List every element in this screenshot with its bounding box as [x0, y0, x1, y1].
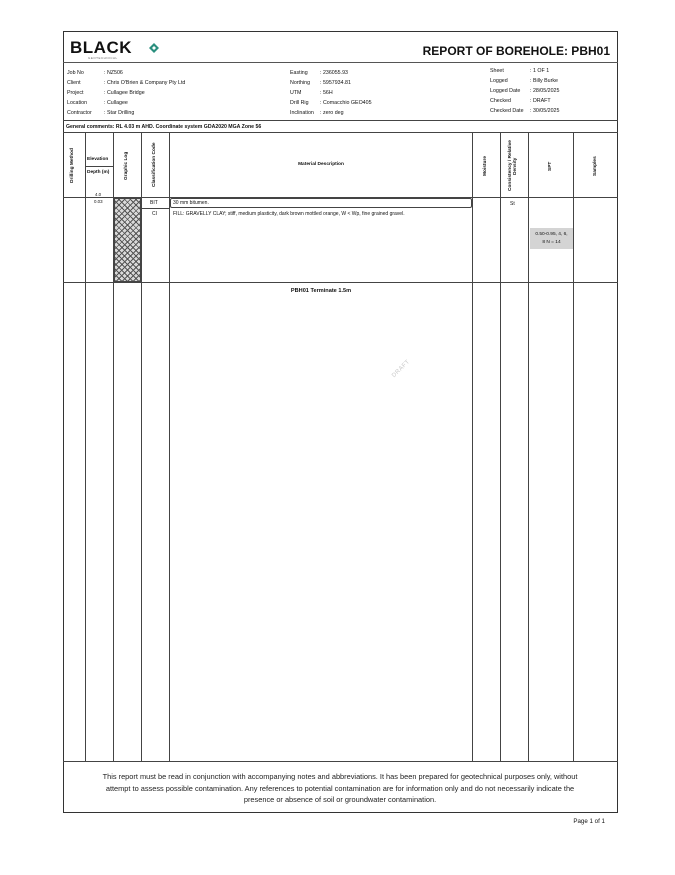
consistency-value: St	[510, 201, 515, 207]
layer-boundary	[141, 208, 169, 209]
graphic-log-hatch	[114, 198, 141, 282]
info-row	[490, 76, 559, 86]
table-top-rule	[63, 132, 618, 133]
info-row	[67, 68, 185, 78]
info-row	[290, 108, 372, 118]
info-value: : 236055.93	[320, 70, 348, 76]
info-label: Logged	[490, 78, 508, 84]
col-rule	[500, 132, 501, 761]
info-label: Sheet	[490, 68, 504, 74]
info-value: : Star Drilling	[104, 110, 135, 116]
col-classification-code: Classification Code	[152, 142, 157, 188]
info-value: : 28/05/2025	[530, 88, 560, 94]
info-right	[490, 66, 559, 116]
col-material-description: Material Description	[298, 162, 344, 167]
info-value: : 1 OF 1	[530, 68, 550, 74]
report-sheet	[63, 31, 618, 813]
logo-wordmark: BLACK	[70, 38, 132, 57]
info-value: : Billy Burke	[530, 78, 558, 84]
bitumen-layer-box	[170, 198, 472, 208]
info-row	[67, 108, 185, 118]
class-code-ci: CI	[152, 211, 157, 217]
col-depth: Depth (m)	[87, 170, 110, 175]
info-value: : Cullagee	[104, 100, 128, 106]
info-value: : zero deg	[320, 110, 344, 116]
class-code-bit: BIT	[150, 200, 158, 206]
info-value: : 56H	[320, 90, 333, 96]
col-elevation: Elevation	[87, 157, 109, 162]
col-rule	[573, 132, 574, 761]
col-moisture: Moisture	[483, 156, 488, 176]
info-row	[490, 96, 559, 106]
info-row	[67, 88, 185, 98]
info-label: Checked	[490, 98, 511, 104]
info-row	[490, 106, 559, 116]
info-label: Inclination	[290, 110, 314, 116]
col-spt: SPT	[548, 161, 553, 171]
info-label: UTM	[290, 90, 302, 96]
report-title: REPORT OF BOREHOLE: PBH01	[422, 44, 610, 58]
description-fill: FILL: GRAVELLY CLAY; stiff, medium plasticity, dark brown mottled orange, W < Wp, fine grained gravel.	[173, 211, 405, 217]
draft-watermark: DRAFT	[391, 358, 412, 380]
header-divider	[63, 62, 618, 63]
info-row	[290, 68, 372, 78]
page-number: Page 1 of 1	[573, 818, 605, 825]
info-label: Contractor	[67, 110, 92, 116]
logo-tagline: GEOTECHNICAL	[88, 56, 118, 60]
logo-mark-icon	[147, 41, 161, 55]
elev-depth-rule	[85, 166, 113, 167]
info-label: Client	[67, 80, 81, 86]
info-row	[290, 78, 372, 88]
spt-line-1: 0.50-0.95, 4, 6,	[535, 232, 568, 237]
log-bottom-rule	[63, 282, 618, 283]
info-value: : Chris O'Brien & Company Pty Ltd	[104, 80, 186, 86]
info-value: : Comacchio GEO405	[320, 100, 372, 106]
info-row	[290, 88, 372, 98]
info-row	[67, 78, 185, 88]
info-row	[490, 66, 559, 76]
info-row	[490, 86, 559, 96]
info-label: Logged Date	[490, 88, 521, 94]
disclaimer-note: This report must be read in conjunction with accompanying notes and abbreviations. It has been prepared for geotechnical purposes only, without attempt to assess possible contamination. Any references to potential contamination are for information only and do not necessarily indicate the presence or absence of soil or groundwater contamination.	[102, 772, 578, 804]
info-value: : NZ506	[104, 70, 123, 76]
termination-note: PBH01 Terminate 1.5m	[290, 288, 352, 294]
info-left	[67, 68, 185, 118]
info-label: Job No	[67, 70, 84, 76]
depth-top: 0.03	[94, 199, 103, 204]
info-label: Northing	[290, 80, 311, 86]
spt-result	[530, 228, 573, 249]
info-label: Location	[67, 100, 88, 106]
col-rule	[528, 132, 529, 761]
col-rule	[141, 132, 142, 761]
info-label: Checked Date	[490, 108, 524, 114]
elevation-top: 4.0	[95, 192, 102, 197]
info-value: : Cullagee Bridge	[104, 90, 145, 96]
col-drilling-method: Drilling Method	[70, 148, 75, 184]
general-comments: General comments: RL 4.03 m AHD. Coordinate system GDA2020 MGA Zone 56	[66, 124, 262, 130]
info-value: : DRAFT	[530, 98, 551, 104]
info-mid	[290, 68, 372, 118]
spt-line-2: 8 N = 14	[542, 240, 561, 245]
col-samples: Samples	[593, 156, 598, 176]
col-consistency: Consistency / Relative Density	[508, 140, 518, 192]
comments-top-rule	[63, 120, 618, 121]
info-label: Drill Rig	[290, 100, 309, 106]
description-bitumen: 30 mm bitumen.	[173, 200, 209, 206]
col-rule	[472, 132, 473, 761]
info-value: : 5957934.81	[320, 80, 351, 86]
info-value: : 30/05/2025	[530, 108, 560, 114]
info-row	[67, 98, 185, 108]
info-row	[290, 98, 372, 108]
col-graphic-log: Graphic Log	[124, 151, 129, 181]
col-rule	[169, 132, 170, 761]
info-label: Easting	[290, 70, 308, 76]
footer-top-rule	[63, 761, 618, 762]
info-label: Project	[67, 90, 84, 96]
col-rule	[85, 132, 86, 761]
